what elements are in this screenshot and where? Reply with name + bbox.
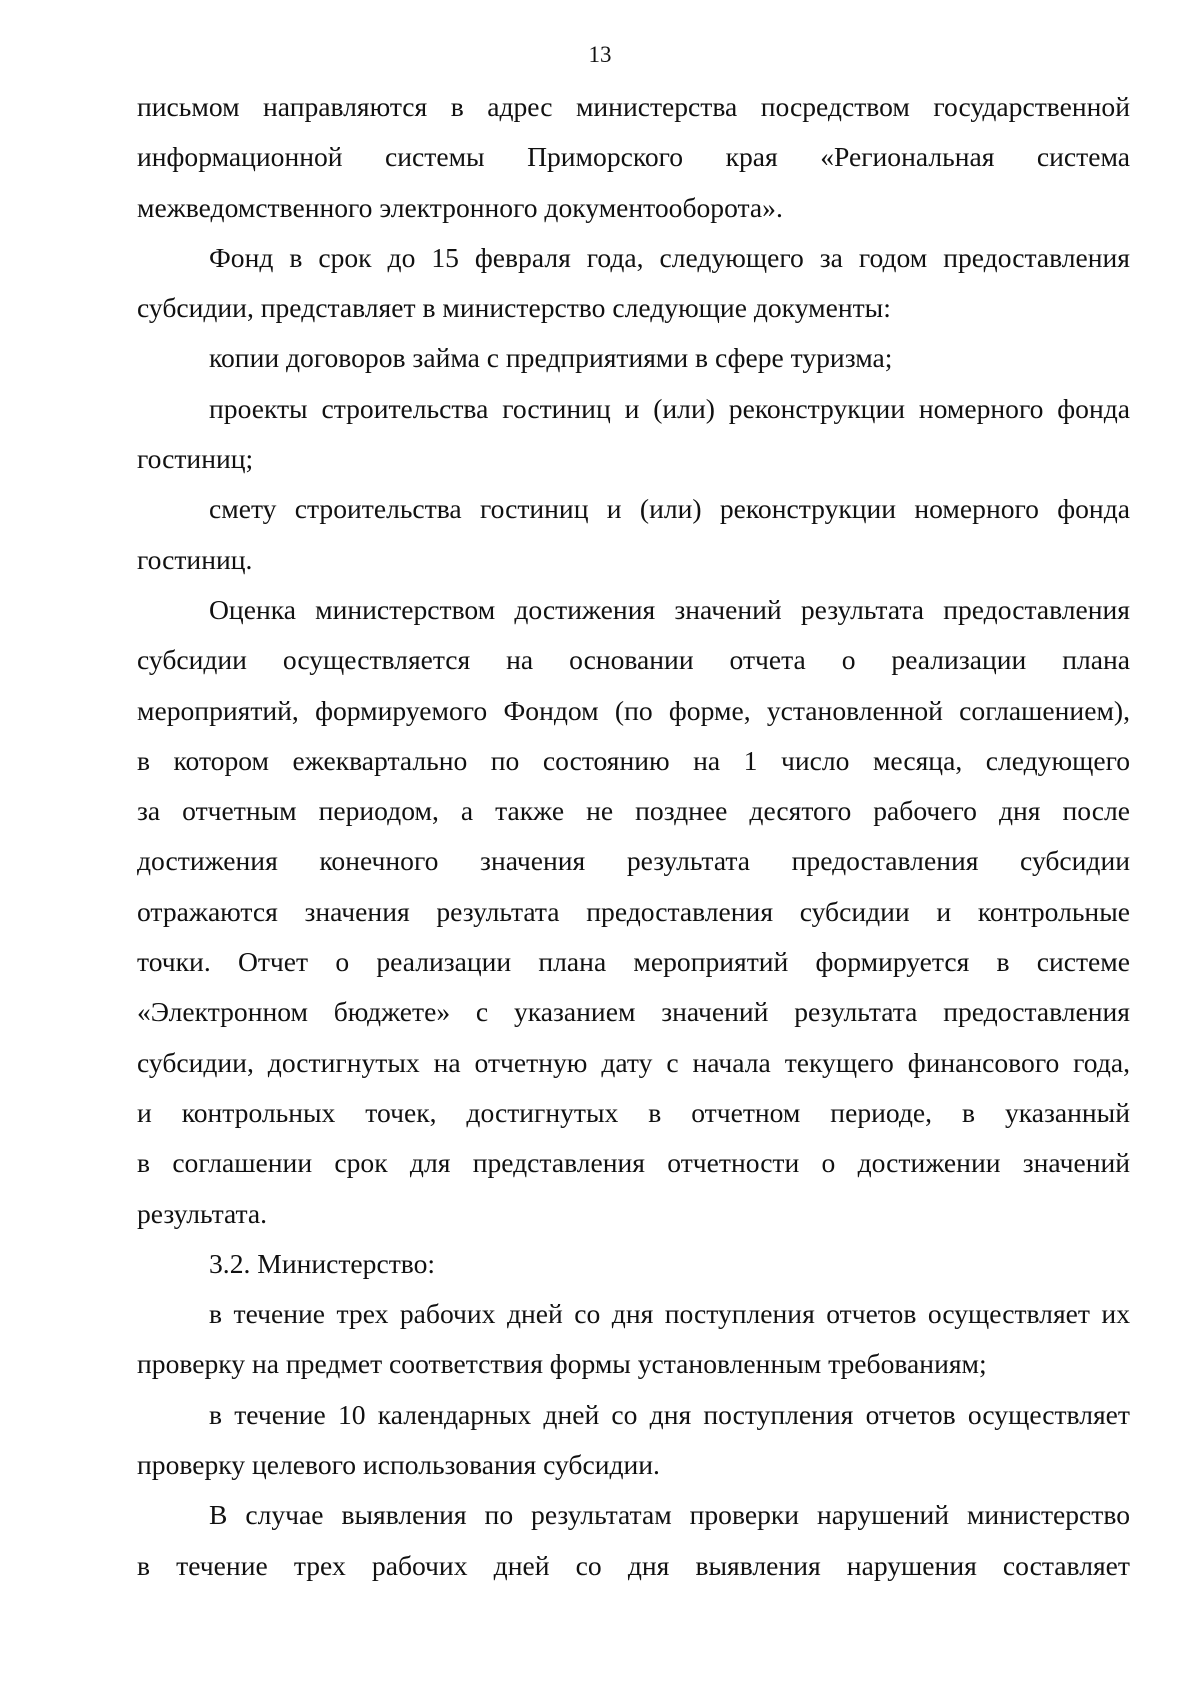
text-line: В случае выявления по результатам проверки нарушений министерство [209, 1499, 1130, 1531]
text-line: смету строительства гостиниц и (или) реконструкции номерного фонда [209, 493, 1130, 525]
text-line: в течение трех рабочих дней со дня поступления отчетов осуществляет их [209, 1298, 1130, 1330]
text-line: проверку целевого использования субсидии. [137, 1449, 660, 1481]
document-body [137, 82, 1130, 1591]
text-line: информационной системы Приморского края «Региональная система [137, 141, 1130, 173]
paragraph [137, 1390, 1130, 1491]
paragraph [137, 484, 1130, 585]
paragraph [137, 1490, 1130, 1591]
text-line: «Электронном бюджете» с указанием значений результата предоставления [137, 996, 1130, 1028]
text-line: в течение 10 календарных дней со дня поступления отчетов осуществляет [209, 1398, 1130, 1430]
text-line: достижения конечного значения результата предоставления субсидии [137, 845, 1130, 877]
page-number: 13 [588, 42, 612, 67]
text-line: проекты строительства гостиниц и (или) реконструкции номерного фонда [209, 392, 1130, 424]
paragraph [137, 1289, 1130, 1390]
text-line: в котором ежеквартально по состоянию на 1 число месяца, следующего [137, 744, 1130, 776]
text-line: в соглашении срок для представления отчетности о достижении значений [137, 1147, 1130, 1179]
text-line: копии договоров займа с предприятиями в сфере туризма; [209, 342, 893, 374]
text-line: точки. Отчет о реализации плана мероприятий формируется в системе [137, 946, 1130, 978]
text-line: гостиниц; [137, 443, 254, 475]
text-line: субсидии, представляет в министерство следующие документы: [137, 292, 891, 324]
text-line: Фонд в срок до 15 февраля года, следующего за годом предоставления [209, 241, 1130, 273]
paragraph [137, 233, 1130, 334]
text-line: письмом направляются в адрес министерства посредством государственной [137, 91, 1130, 122]
text-line: отражаются значения результата предоставления субсидии и контрольные [137, 895, 1130, 927]
text-line: субсидии осуществляется на основании отчета о реализации плана [137, 644, 1130, 676]
paragraph [137, 82, 1130, 233]
text-line: проверку на предмет соответствия формы установленным требованиям; [137, 1348, 987, 1380]
text-line: в течение трех рабочих дней со дня выявления нарушения составляет [137, 1549, 1130, 1581]
text-line: результата. [137, 1197, 268, 1229]
text-line: за отчетным периодом, а также не позднее десятого рабочего дня после [137, 795, 1130, 827]
paragraph [137, 585, 1130, 1239]
text-line: Оценка министерством достижения значений результата предоставления [209, 593, 1130, 625]
text-line: мероприятий, формируемого Фондом (по форме, установленной соглашением), [137, 694, 1130, 726]
paragraph [137, 384, 1130, 485]
section-heading: 3.2. Министерство: [209, 1247, 436, 1279]
paragraph [137, 1239, 1130, 1289]
text-line: гостиниц. [137, 543, 253, 575]
text-line: межведомственного электронного документооборота». [137, 191, 783, 223]
paragraph [137, 333, 1130, 383]
text-line: и контрольных точек, достигнутых в отчетном периоде, в указанный [137, 1096, 1130, 1128]
text-line: субсидии, достигнутых на отчетную дату с начала текущего финансового года, [137, 1046, 1130, 1078]
